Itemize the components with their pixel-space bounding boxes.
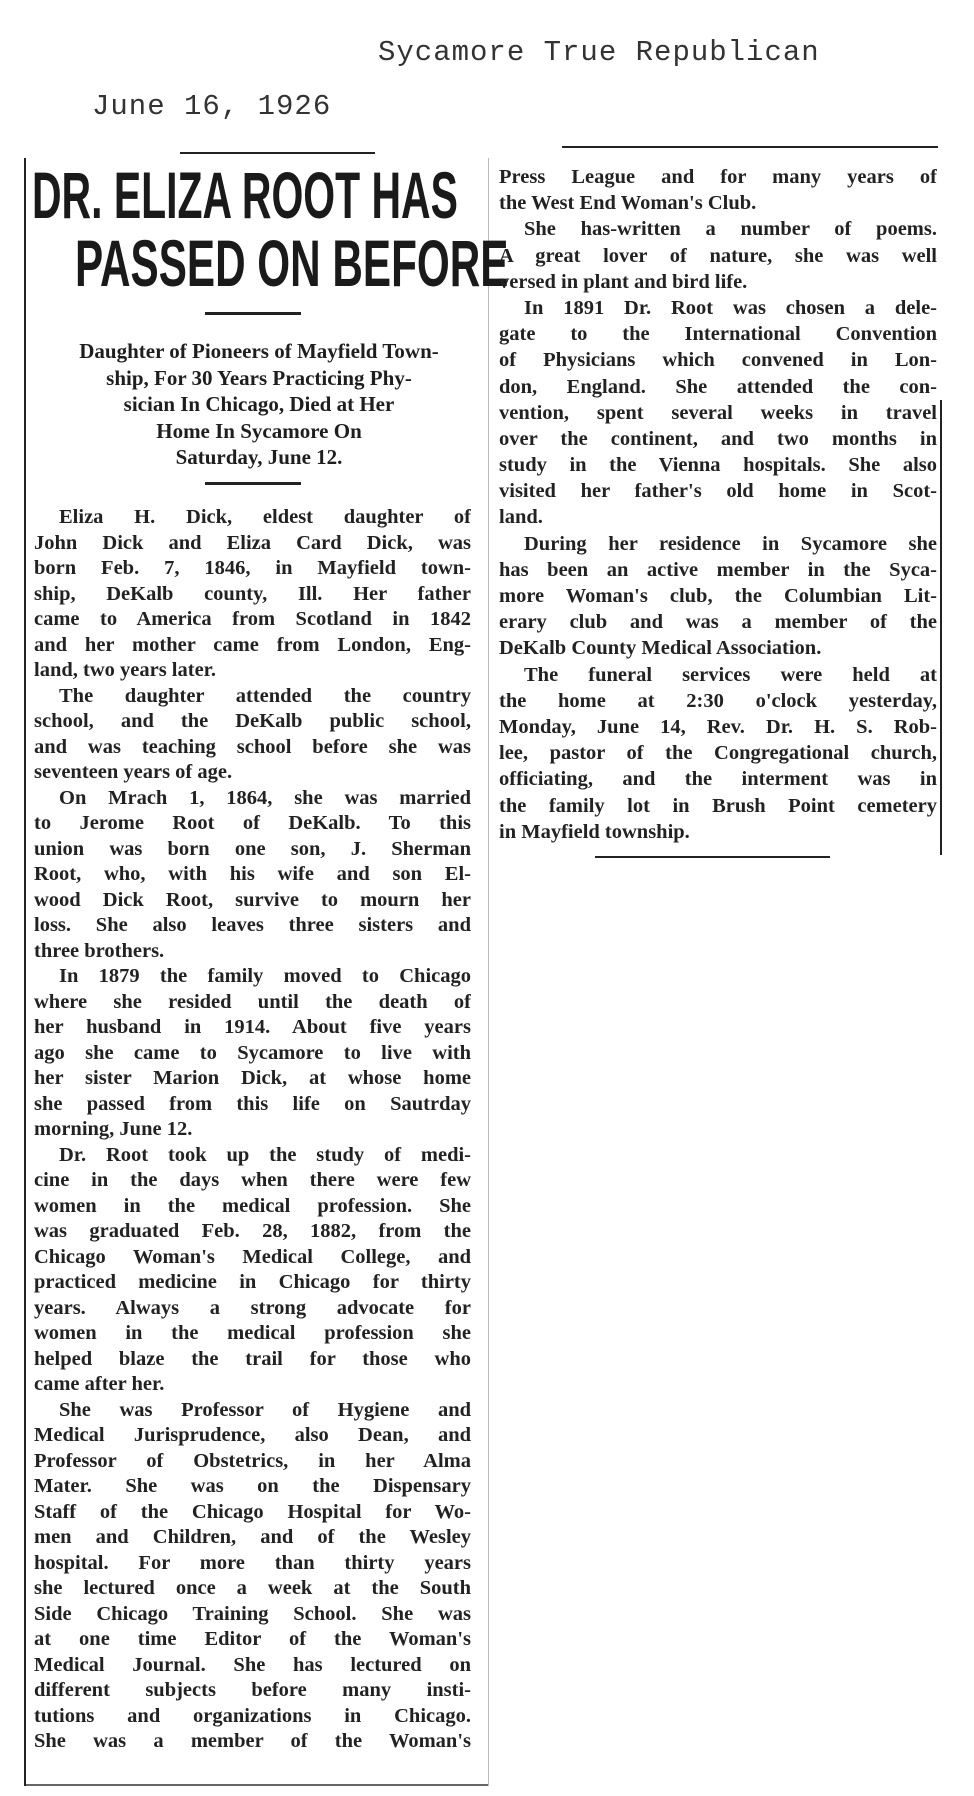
text-line: Dr. Root took up the study of medi- [59, 1143, 471, 1166]
paragraph [499, 295, 937, 531]
paragraph [34, 964, 471, 1143]
text-line: was graduated Feb. 28, 1882, from the [34, 1220, 471, 1242]
text-line: more Woman's club, the Columbian Lit- [499, 585, 937, 607]
text-line: came after her. [34, 1373, 165, 1395]
paragraph [34, 786, 471, 965]
bottom-rule-left [26, 1784, 488, 1786]
text-line: She was Professor of Hygiene and [59, 1398, 471, 1421]
text-line: land, two years later. [34, 659, 217, 681]
text-line: over the continent, and two months in [499, 427, 937, 450]
text-line: Eliza H. Dick, eldest daughter of [59, 506, 471, 528]
text-line: She was a member of the Woman's [34, 1730, 471, 1752]
paragraph [499, 164, 937, 216]
text-line: wood Dick Root, survive to mourn her [34, 888, 471, 911]
text-line: A great lover of nature, she was well [499, 244, 937, 267]
text-line: helped blaze the trail for those who [34, 1347, 471, 1370]
subhead-line: sician In Chicago, Died at Her [123, 392, 395, 416]
text-line: tutions and organizations in Chicago. [34, 1704, 471, 1727]
text-line: and her mother came from London, Eng- [34, 633, 471, 656]
subheadline [36, 338, 482, 471]
text-line: study in the Vienna hospitals. She also [499, 454, 937, 477]
text-line: Side Chicago Training School. She was [34, 1602, 471, 1625]
text-line: morning, June 12. [34, 1118, 193, 1140]
text-line: don, England. She attended the con- [499, 375, 937, 398]
text-line: Chicago Woman's Medical College, and [34, 1245, 471, 1268]
top-rule-left [180, 152, 375, 154]
text-line: three brothers. [34, 939, 165, 962]
text-line: vention, spent several weeks in travel [499, 401, 937, 424]
headline-rule [205, 312, 301, 315]
subhead-line: Saturday, June 12. [175, 445, 343, 469]
paragraph [499, 662, 937, 845]
subhead-line: Daughter of Pioneers of Mayfield Town- [79, 339, 439, 363]
paragraph [34, 505, 471, 684]
text-line: Mater. She was on the Dispensary [34, 1475, 471, 1497]
text-line: visited her father's old home in Scot- [499, 480, 937, 503]
text-line: Professor of Obstetrics, in her Alma [34, 1449, 471, 1472]
paragraph [499, 531, 937, 662]
text-line: where she resided until the death of [34, 990, 471, 1013]
text-line: cine in the days when there were few [34, 1169, 471, 1191]
subhead-line: ship, For 30 Years Practicing Phy- [106, 365, 412, 390]
headline-line-1: DR. ELIZA ROOT HAS [32, 158, 458, 232]
text-line: women in the medical profession she [34, 1322, 471, 1344]
top-rule-right [562, 146, 938, 148]
text-line: During her residence in Sycamore she [524, 532, 937, 555]
text-line: has been an active member in the Syca- [499, 558, 937, 581]
text-line: came to America from Scotland in 1842 [34, 608, 471, 630]
text-line: her husband in 1914. About five years [34, 1016, 471, 1038]
text-line: officiating, and the interment was in [499, 768, 937, 791]
subhead-rule [205, 482, 301, 485]
publication-date: June 16, 1926 [92, 90, 332, 123]
text-line: hospital. For more than thirty years [34, 1551, 471, 1574]
text-line: lee, pastor of the Congregational church, [499, 742, 937, 765]
text-line: Medical Journal. She has lectured on [34, 1653, 471, 1676]
text-line: She has-written a number of poems. [524, 218, 937, 241]
column-divider [488, 158, 489, 1786]
text-line: she lectured once a week at the South [34, 1577, 471, 1599]
text-line: different subjects before many insti- [34, 1679, 471, 1701]
text-line: and was teaching school before she was [34, 735, 471, 758]
text-line: Monday, June 14, Rev. Dr. H. S. Rob- [499, 715, 937, 738]
left-column-border [24, 158, 26, 1786]
text-line: in Mayfield township. [499, 820, 690, 843]
text-line: union was born one son, J. Sherman [34, 837, 471, 860]
text-line: born Feb. 7, 1846, in Mayfield town- [34, 557, 471, 579]
text-line: gate to the International Convention [499, 323, 937, 346]
text-line: land. [499, 506, 543, 529]
paragraph [34, 1143, 471, 1398]
article-column-left [34, 505, 471, 1755]
text-line: Root, who, with his wife and son El- [34, 863, 471, 885]
text-line: ago she came to Sycamore to live with [34, 1041, 471, 1064]
paragraph [499, 216, 937, 295]
text-line: men and Children, and of the Wesley [34, 1526, 471, 1548]
text-line: ship, DeKalb county, Ill. Her father [34, 582, 471, 605]
subhead-line: Home In Sycamore On [156, 418, 362, 443]
paragraph [34, 684, 471, 786]
text-line: loss. She also leaves three sisters and [34, 914, 471, 936]
text-line: the West End Woman's Club. [499, 192, 757, 215]
text-line: the family lot in Brush Point cemetery [499, 794, 937, 817]
text-line: Press League and for many years of [499, 166, 937, 188]
text-line: to Jerome Root of DeKalb. To this [34, 812, 471, 834]
text-line: at one time Editor of the Woman's [34, 1628, 471, 1650]
text-line: John Dick and Eliza Card Dick, was [34, 531, 471, 554]
text-line: The funeral services were held at [524, 663, 937, 686]
text-line: DeKalb County Medical Association. [499, 637, 822, 660]
paragraph [34, 1398, 471, 1755]
text-line: of Physicians which convened in Lon- [499, 349, 937, 372]
article-column-right [499, 164, 937, 845]
headline-line-2: PASSED ON BEFORE [75, 226, 509, 300]
text-line: The daughter attended the country [59, 684, 471, 707]
newspaper-name: Sycamore True Republican [378, 36, 820, 69]
text-line: In 1891 Dr. Root was chosen a dele- [524, 296, 937, 319]
text-line: Medical Jurisprudence, also Dean, and [34, 1424, 471, 1446]
text-line: women in the medical profession. She [34, 1194, 471, 1217]
text-line: erary club and was a member of the [499, 611, 937, 634]
text-line: seventeen years of age. [34, 761, 233, 783]
text-line: years. Always a strong advocate for [34, 1296, 471, 1319]
text-line: school, and the DeKalb public school, [34, 710, 471, 732]
right-column-border [940, 400, 942, 855]
text-line: she passed from this life on Sautrday [34, 1092, 471, 1115]
text-line: practiced medicine in Chicago for thirty [34, 1271, 471, 1293]
text-line: On Mrach 1, 1864, she was married [59, 786, 471, 809]
text-line: versed in plant and bird life. [499, 270, 748, 293]
text-line: Staff of the Chicago Hospital for Wo- [34, 1500, 471, 1523]
text-line: her sister Marion Dick, at whose home [34, 1067, 471, 1089]
end-rule [595, 856, 830, 858]
text-line: the home at 2:30 o'clock yesterday, [499, 689, 937, 712]
text-line: In 1879 the family moved to Chicago [59, 965, 471, 987]
